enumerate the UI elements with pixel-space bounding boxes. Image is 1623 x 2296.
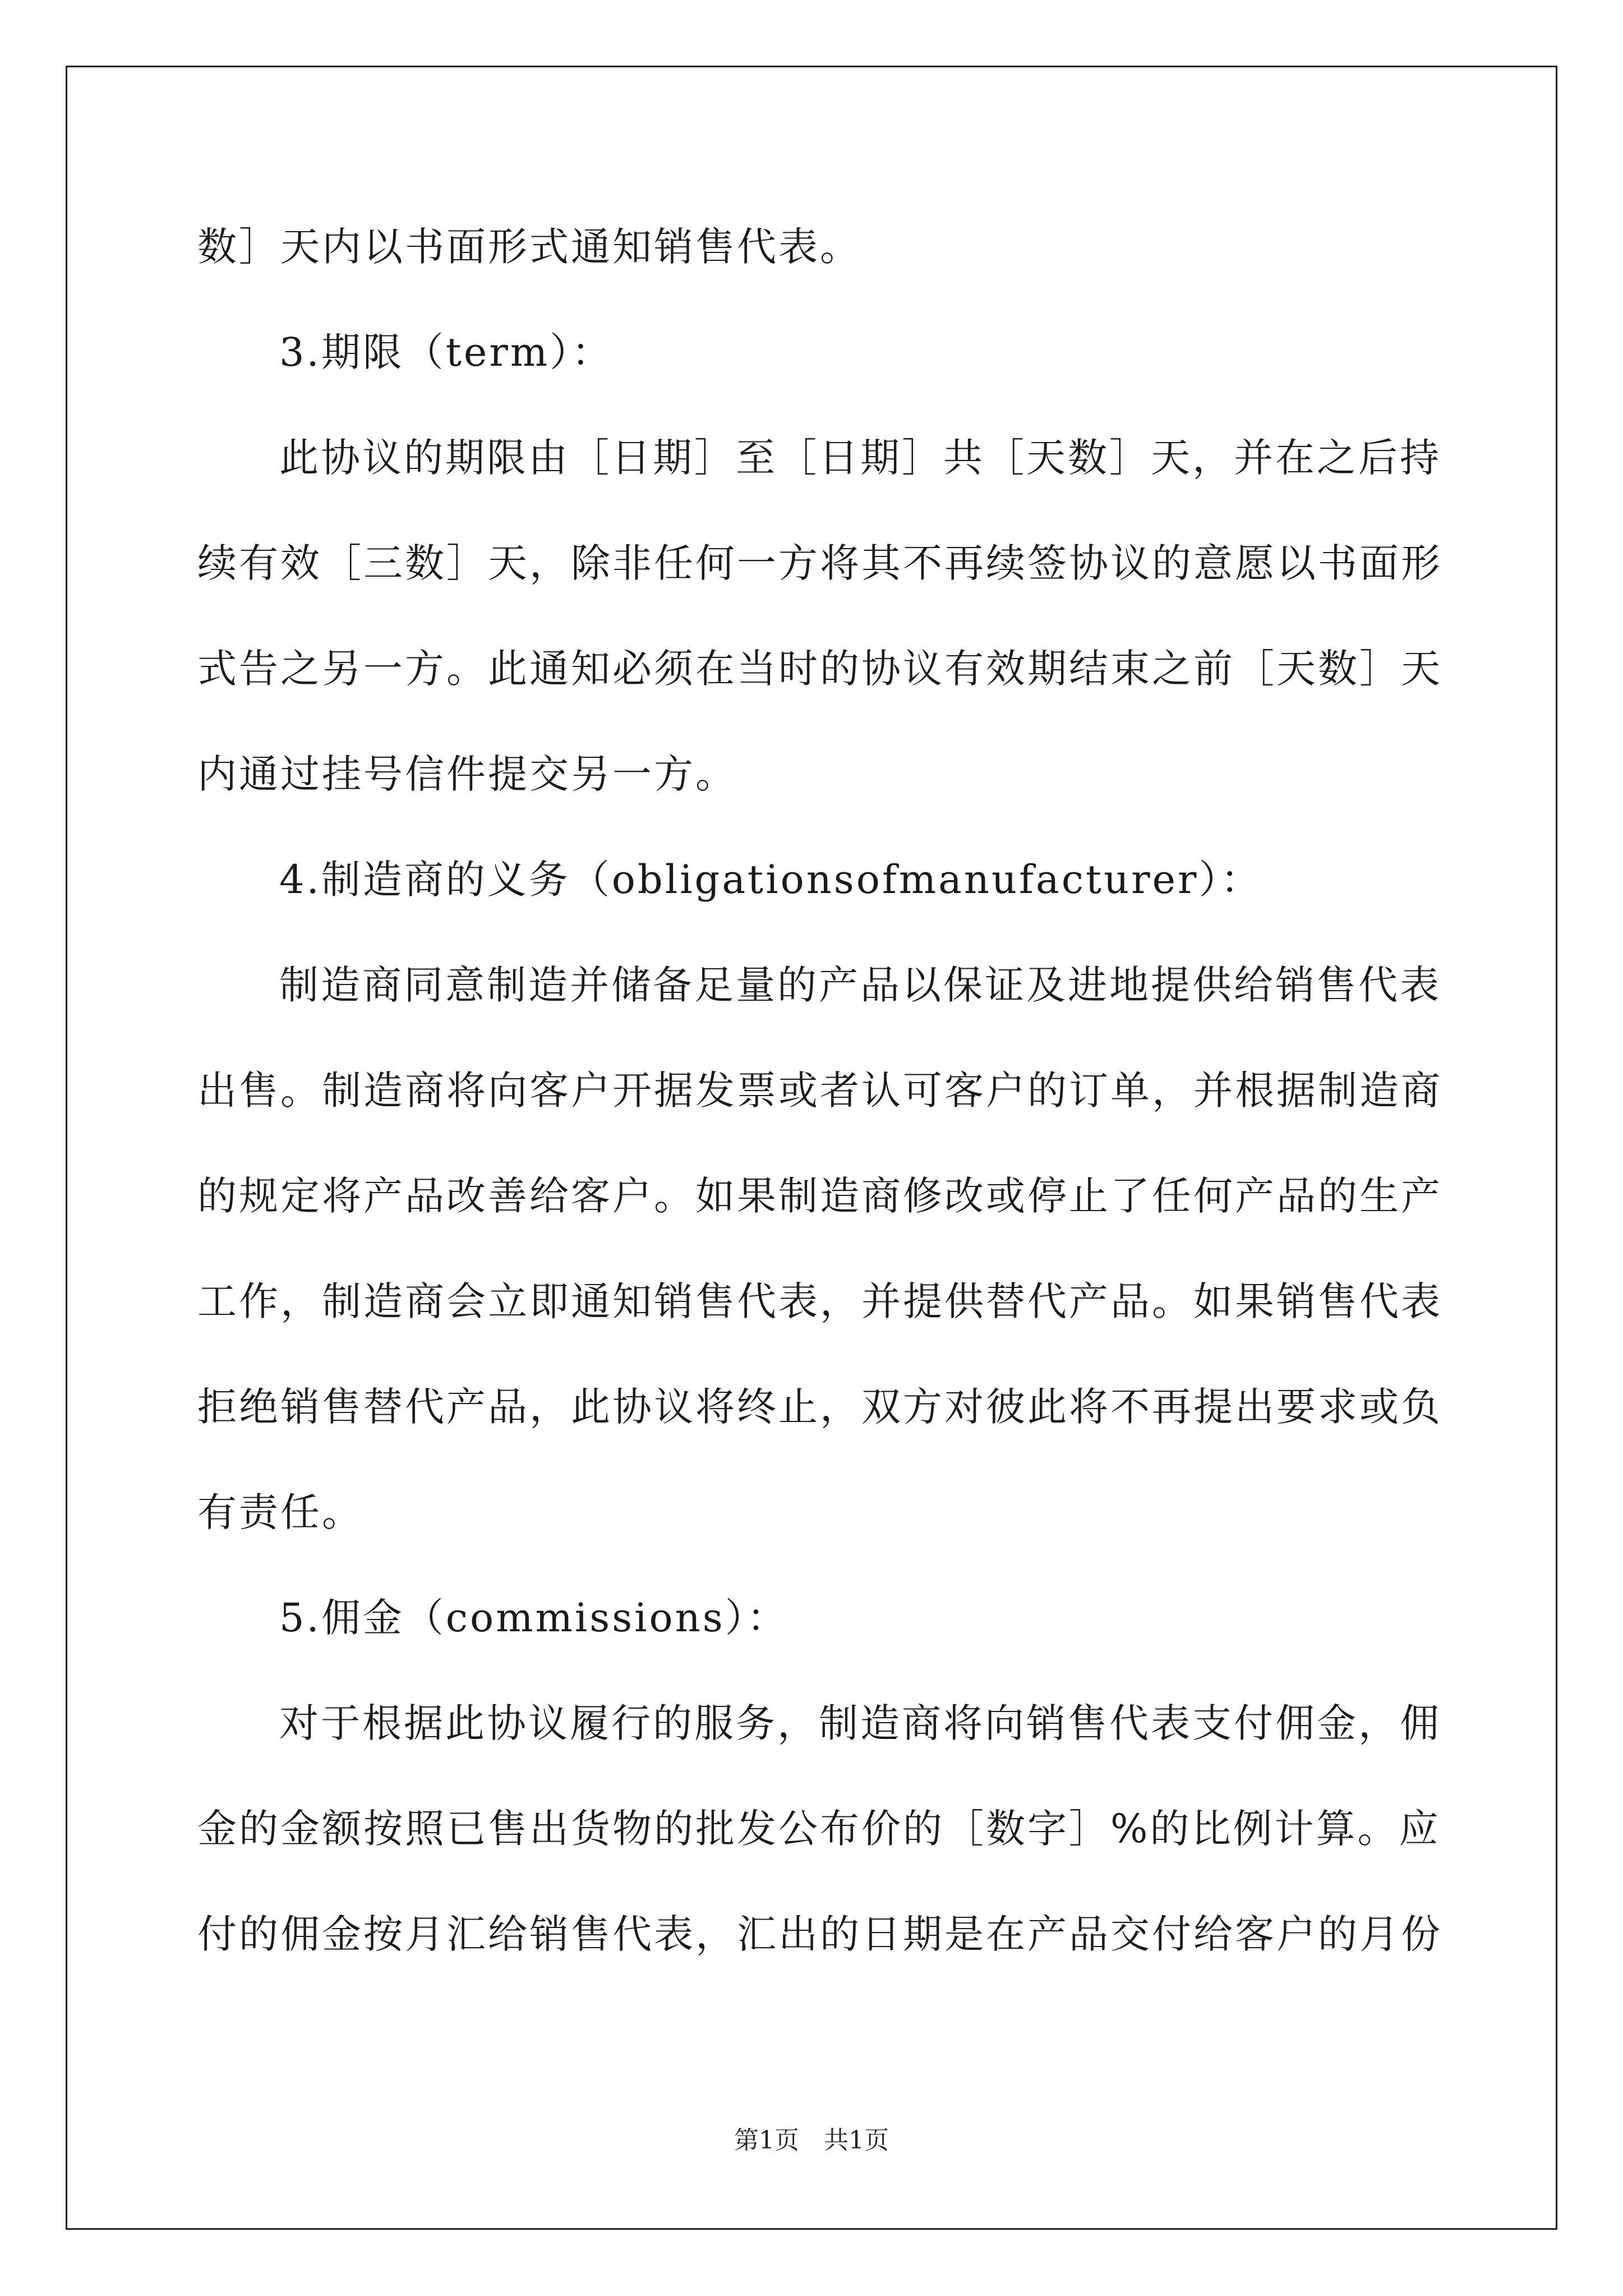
- text-line: 的规定将产品改善给客户。如果制造商修改或停止了任何产品的生产: [197, 1173, 1442, 1219]
- text-line: 式告之另一方。此通知必须在当时的协议有效期结束之前［天数］天: [197, 646, 1442, 692]
- text-line: 金的金额按照已售出货物的批发公布价的［数字］%的比例计算。应: [197, 1806, 1441, 1852]
- text-line: 出售。制造商将向客户开据发票或者认可客户的订单，并根据制造商: [197, 1068, 1442, 1114]
- text-line: 拒绝销售替代产品，此协议将终止，双方对彼此将不再提出要求或负: [197, 1384, 1442, 1430]
- text-line: 对于根据此协议履行的服务，制造商将向销售代表支付佣金，佣: [279, 1700, 1441, 1746]
- text-line: 制造商同意制造并储备足量的产品以保证及进地提供给销售代表: [279, 962, 1441, 1008]
- page-footer: 第1页 共1页: [734, 2126, 889, 2155]
- text-line: 内通过挂号信件提交另一方。: [197, 751, 737, 797]
- section-heading-obligations: 4.制造商的义务（obligationsofmanufacturer）：: [279, 857, 1262, 903]
- section-heading-commissions: 5.佣金（commissions）：: [279, 1595, 789, 1641]
- text-line: 有责任。: [197, 1489, 363, 1535]
- text-line: 续有效［三数］天，除非任何一方将其不再续签协议的意愿以书面形: [197, 540, 1442, 586]
- text-line: 工作，制造商会立即通知销售代表，并提供替代产品。如果销售代表: [197, 1278, 1442, 1324]
- page-border: [66, 66, 1557, 2230]
- text-line: 付的佣金按月汇给销售代表，汇出的日期是在产品交付给客户的月份: [197, 1911, 1442, 1957]
- section-heading-term: 3.期限（term）：: [279, 329, 614, 375]
- text-line: 数］天内以书面形式通知销售代表。: [197, 224, 861, 270]
- text-line: 此协议的期限由［日期］至［日期］共［天数］天，并在之后持: [279, 435, 1441, 481]
